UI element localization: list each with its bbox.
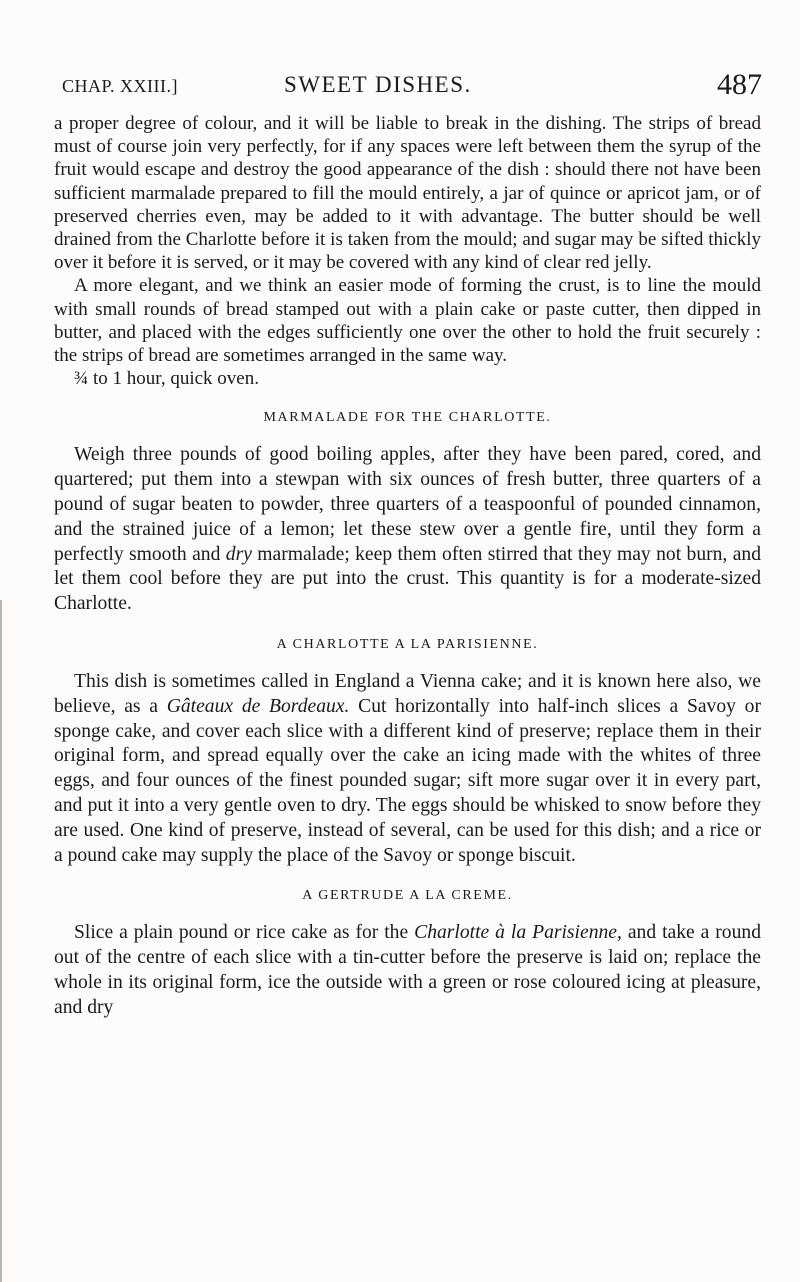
- heading-marmalade: MARMALADE FOR THE CHARLOTTE.: [263, 410, 552, 426]
- section-parisienne: [54, 670, 761, 868]
- page-body: [54, 112, 761, 1021]
- text-gertrude-2: and take a round out of the centre of each slice with a tin-cutter before the preserve is laid on; replace the whole in its original form, ice the outside with a green or rose coloured icing at pleasure, and dry: [54, 922, 761, 1018]
- page-number: 487: [717, 68, 762, 101]
- heading-gertrude: A GERTRUDE A LA CREME.: [302, 888, 513, 904]
- paragraph-gertrude: [54, 921, 761, 1020]
- page-header: [62, 68, 762, 112]
- running-title: SWEET DISHES.: [284, 72, 472, 97]
- text-gertrude-1: Slice a plain pound or rice cake as for the: [74, 922, 409, 944]
- text-parisienne-1: This dish is sometimes called in England a Vienna cake; and it is known here also, we believe, as a: [54, 671, 761, 717]
- section-marmalade: [54, 443, 761, 617]
- italic-dry: dry: [225, 543, 252, 565]
- paragraph-continuation: a proper degree of colour, and it will be liable to break in the dishing. The strips of bread must of course join very perfectly, for if any spaces were left between them the syrup of the fruit would escape and destroy the good appearance of the dish : should there not have been sufficient marmalade prepared to fill the mould entirely, a jar of quince or apricot jam, or of preserved cherries even, may be added to it with advantage. The butter should be well drained from the Charlotte before it is taken from the mould; and sugar may be sifted thickly over it before it is served, or it may be covered with any kind of clear red jelly.: [54, 113, 761, 274]
- paragraph-parisienne: [54, 670, 761, 868]
- italic-charlotte: Charlotte à la Parisienne,: [414, 922, 622, 944]
- page-edge-shadow: [0, 600, 2, 1282]
- paragraph-marmalade: [54, 443, 761, 617]
- italic-gateaux: Gâteaux de Bordeaux.: [166, 695, 350, 717]
- text-parisienne-2: Cut horizontally into half-inch slices a Savoy or sponge cake, and cover each slice with a different kind of preserve; replace them in their original form, and spread equally over the cake an icing made with the whites of three eggs, and four ounces of the finest pounded sugar; sift more sugar over it in every part, and put it into a very gentle oven to dry. The eggs should be whisked to snow before they are used. One kind of preserve, instead of several, can be used for this dish; and a rice or a pound cake may supply the place of the Savoy or sponge biscuit.: [54, 695, 761, 866]
- chapter-marker: CHAP. XXIII.]: [62, 76, 178, 96]
- section-gertrude: [54, 921, 761, 1020]
- paragraph-elegant-mode: A more elegant, and we think an easier mode of forming the crust, is to line the mould with small rounds of bread stamped out with a plain cake or paste cutter, then dipped in butter, and placed with the edges sufficiently one over the other to hold the fruit securely : the strips of bread are sometimes arranged in the same way.: [54, 275, 761, 367]
- text-marmalade-1: Weigh three pounds of good boiling apples, after they have been pared, cored, and quartered; put them into a stewpan with six ounces of fresh butter, three quarters of a pound of sugar beaten to powder, three quarters of a teaspoonful of pounded cinnamon, and the strained juice of a lemon; let these stew over a gentle fire, until they form a perfectly smooth and: [54, 444, 761, 565]
- paragraph-baking-time: ¾ to 1 hour, quick oven.: [74, 368, 259, 390]
- heading-parisienne: A CHARLOTTE A LA PARISIENNE.: [276, 637, 539, 653]
- text-marmalade-2: marmalade; keep them often stirred that they may not burn, and let them cool before they are put into the crust. This quantity is for a moderate-sized Charlotte.: [54, 543, 762, 615]
